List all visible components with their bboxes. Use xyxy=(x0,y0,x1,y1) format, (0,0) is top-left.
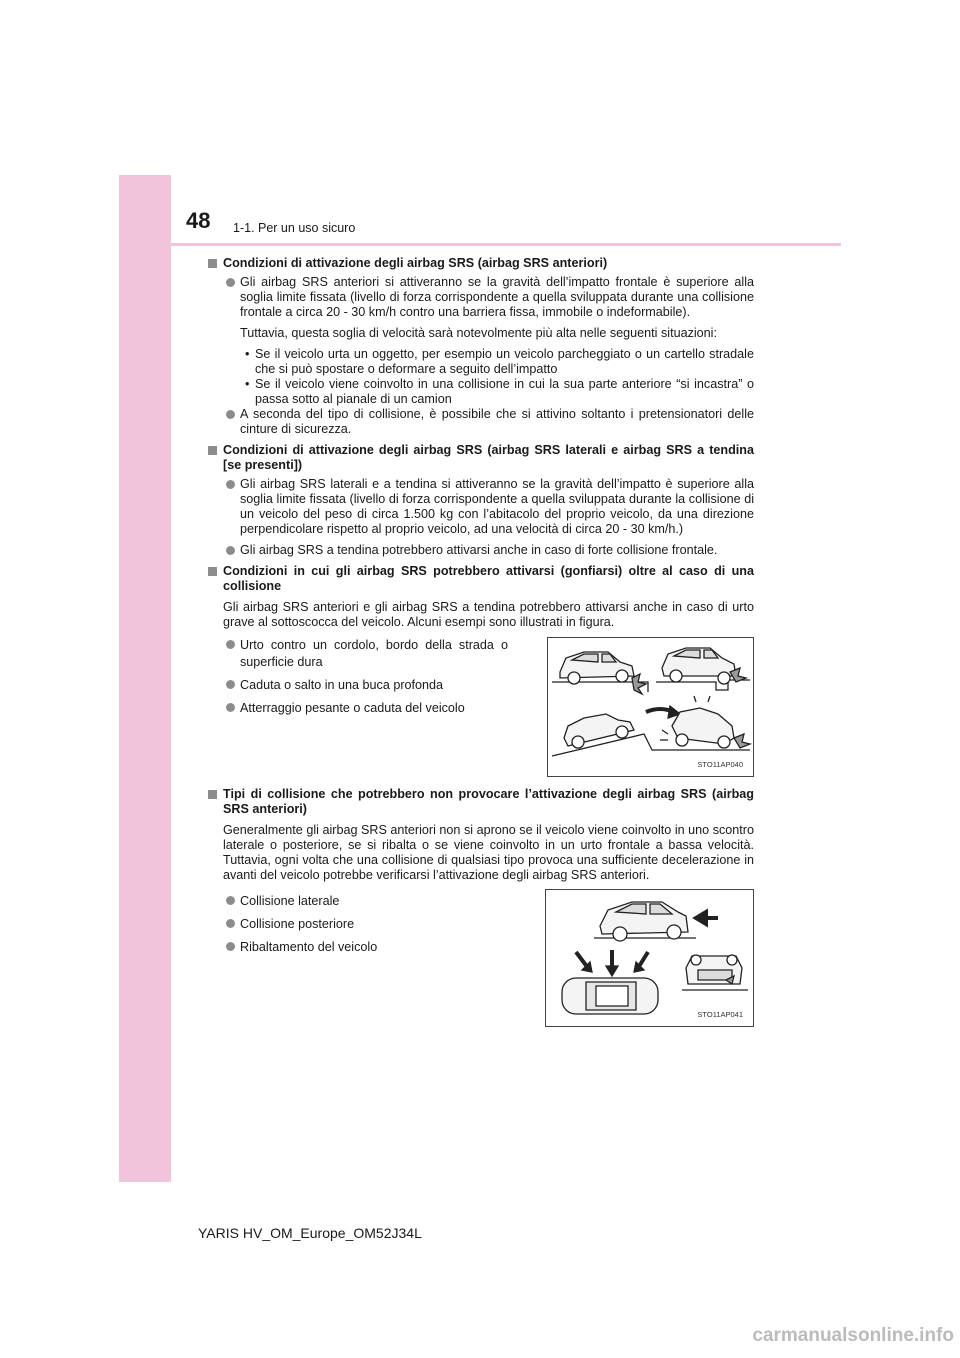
square-bullet-icon xyxy=(208,446,217,455)
round-bullet-icon xyxy=(226,278,235,287)
figure-row xyxy=(208,637,754,777)
paragraph: Generalmente gli airbag SRS anteriori non si aprono se il veicolo viene coinvolto in uno scontro laterale o posteriore, se si ribalta o se viene coinvolto in un urto frontale a bassa velocità. Tuttavia, ogni volta che una collisione di qualsiasi tipo provoca una sufficiente decelerazione in avanti del veicolo potrebbe verificarsi l’attivazione degli airbag SRS anteriori. xyxy=(223,823,754,882)
list-item: Ribaltamento del veicolo xyxy=(208,939,508,956)
heading-front-airbag-activation: Condizioni di attivazione degli airbag SRS (airbag SRS anteriori) xyxy=(208,256,754,271)
square-bullet-icon xyxy=(208,567,217,576)
dot-marker: • xyxy=(245,347,250,361)
figure-row xyxy=(208,889,754,1027)
paragraph: Gli airbag SRS anteriori e gli airbag SRS a tendina potrebbero attivarsi anche in caso di urto grave al sottoscocca del veicolo. Alcuni esempi sono illustrati in figura. xyxy=(223,600,754,629)
heading-side-curtain-activation: Condizioni di attivazione degli airbag SRS (airbag SRS laterali e airbag SRS a tendina [se presenti]) xyxy=(208,443,754,473)
illustration-collision-types-icon xyxy=(546,890,753,1026)
dot-marker: • xyxy=(245,377,250,391)
sub-list-item: • Se il veicolo viene coinvolto in una collisione in cui la sua parte anteriore “si incastra” o passa sotto al pianale di un camion xyxy=(245,377,754,406)
list-item: A seconda del tipo di collisione, è possibile che si attivino soltanto i pretensionatori delle cinture di sicurezza. xyxy=(208,407,754,437)
round-bullet-icon xyxy=(226,640,235,649)
round-bullet-icon xyxy=(226,919,235,928)
list-item: Caduta o salto in una buca profonda xyxy=(208,677,508,694)
section-title: 1-1. Per un uso sicuro xyxy=(233,221,356,235)
figure-code: STO11AP040 xyxy=(697,760,743,769)
round-bullet-icon xyxy=(226,680,235,689)
list-item: Atterraggio pesante o caduta del veicolo xyxy=(208,700,508,717)
round-bullet-icon xyxy=(226,480,235,489)
list-item: Gli airbag SRS laterali e a tendina si attiveranno se la gravità dell’impatto è superiore alla soglia limite fissata (livello di forza corrispondente a quella sviluppata durante la collisione di un veicolo del peso di circa 1.500 kg con l’abitacolo del proprio veicolo, da una direzione perpendicolare rispetto al proprio veicolo, ad una velocità di circa 20 - 30 km/h.) xyxy=(208,477,754,537)
list-item: Gli airbag SRS a tendina potrebbero attivarsi anche in caso di forte collisione frontale. xyxy=(208,543,754,558)
sub-list-item: • Se il veicolo urta un oggetto, per esempio un veicolo parcheggiato o un cartello stradale che si può spostare o deformare a seguito dell’impatto xyxy=(245,347,754,376)
round-bullet-icon xyxy=(226,410,235,419)
watermark: carmanualsonline.info xyxy=(752,1325,954,1346)
footer-model-code: YARIS HV_OM_Europe_OM52J34L xyxy=(198,1225,422,1241)
list-item: Gli airbag SRS anteriori si attiveranno se la gravità dell’impatto frontale è superiore alla soglia limite fissata (livello di forza corrispondente a quella sviluppata durante una collisione frontale a circa 20 - 30 km/h contro una barriera fissa, immobile o indeformabile). xyxy=(208,275,754,320)
figure-underbody-impact xyxy=(547,637,754,777)
heading-no-activation-types: Tipi di collisione che potrebbero non provocare l’attivazione degli airbag SRS (airbag SRS anteriori) xyxy=(208,787,754,817)
square-bullet-icon xyxy=(208,259,217,268)
figure-text-list xyxy=(208,637,508,723)
round-bullet-icon xyxy=(226,703,235,712)
page-content xyxy=(208,256,754,1027)
round-bullet-icon xyxy=(226,896,235,905)
header-divider xyxy=(119,243,841,246)
figure-code: STO11AP041 xyxy=(697,1010,743,1019)
round-bullet-icon xyxy=(226,942,235,951)
figure-non-activation-collisions xyxy=(545,889,754,1027)
round-bullet-icon xyxy=(226,546,235,555)
list-item: Collisione laterale xyxy=(208,893,508,910)
square-bullet-icon xyxy=(208,790,217,799)
illustration-underbody-impact-icon xyxy=(548,638,753,776)
list-item: Collisione posteriore xyxy=(208,916,508,933)
heading-other-activation-conditions: Condizioni in cui gli airbag SRS potrebbero attivarsi (gonfiarsi) oltre al caso di una collisione xyxy=(208,564,754,594)
page-number: 48 xyxy=(186,208,211,233)
list-item: Urto contro un cordolo, bordo della strada o superficie dura xyxy=(208,637,508,671)
chapter-side-band xyxy=(119,175,171,1182)
figure-text-list xyxy=(208,889,508,962)
paragraph: Tuttavia, questa soglia di velocità sarà notevolmente più alta nelle seguenti situazioni: xyxy=(240,326,717,340)
